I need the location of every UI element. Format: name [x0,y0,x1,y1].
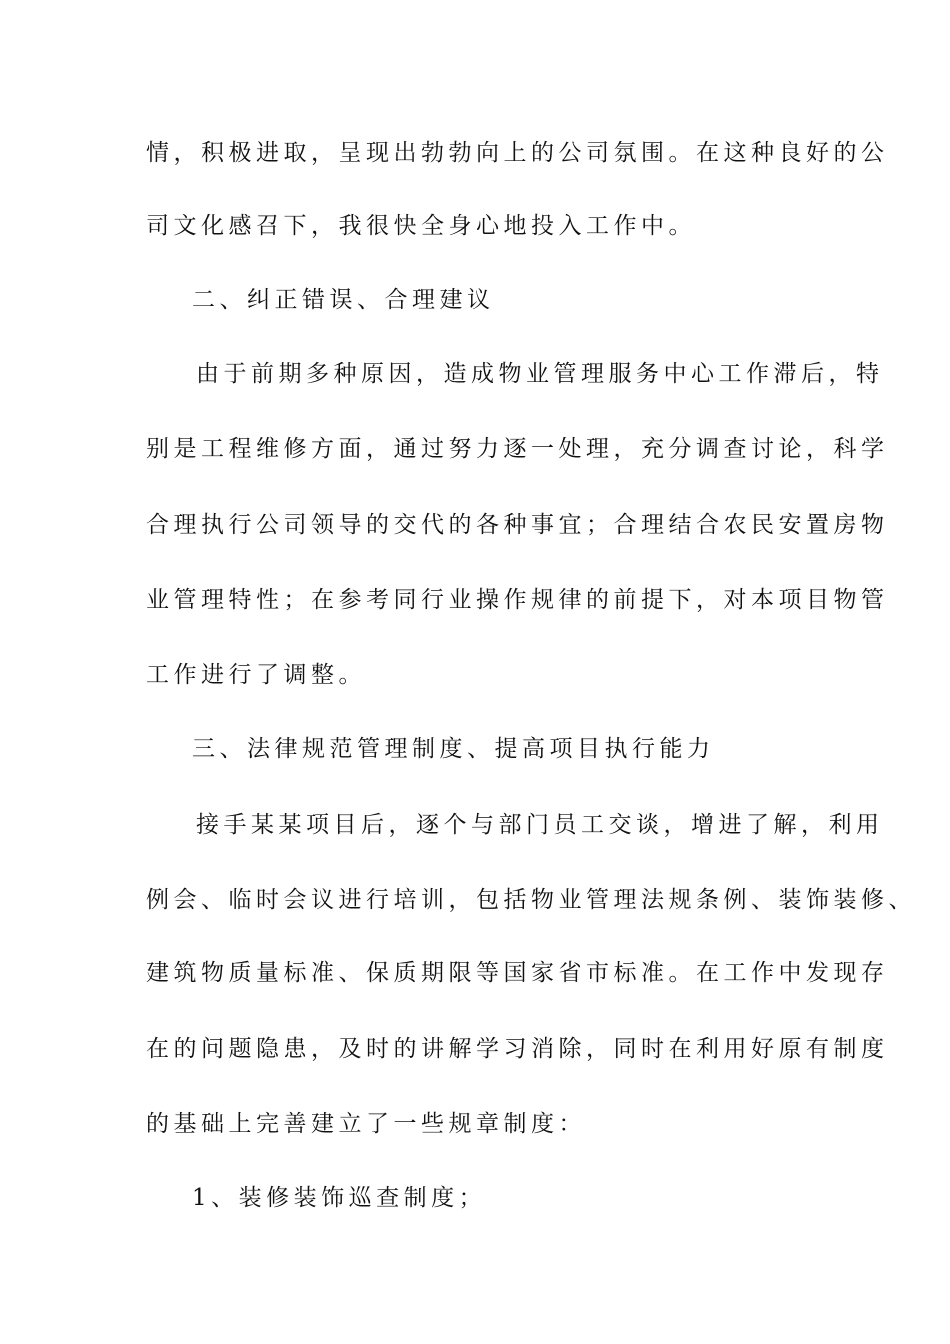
paragraph-line: 的基础上完善建立了一些规章制度： [146,1111,586,1137]
paragraph-line: 建筑物质量标准、保质期限等国家省市标准。在工作中发现存 [146,960,889,986]
paragraph-line: 在的问题隐患，及时的讲解学习消除，同时在利用好原有制度 [146,1036,889,1062]
section-heading: 二、纠正错误、合理建议 [192,287,495,313]
paragraph-line: 接手某某项目后，逐个与部门员工交谈，增进了解，利用 [196,812,884,838]
paragraph-line: 情，积极进取，呈现出勃勃向上的公司氛围。在这种良好的公 [146,140,889,166]
paragraph-line: 司文化感召下，我很快全身心地投入工作中。 [146,213,696,239]
list-item: 1、装修装饰巡查制度； [192,1185,487,1211]
paragraph-line: 工作进行了调整。 [146,662,366,688]
paragraph-line: 业管理特性；在参考同行业操作规律的前提下，对本项目物管 [146,587,889,613]
section-heading: 三、法律规范管理制度、提高项目执行能力 [192,736,715,762]
paragraph-line: 别是工程维修方面，通过努力逐一处理，充分调查讨论，科学 [146,436,889,462]
paragraph-line: 合理执行公司领导的交代的各种事宜；合理结合农民安置房物 [146,512,889,538]
paragraph-line: 由于前期多种原因，造成物业管理服务中心工作滞后，特 [196,361,884,387]
paragraph-line: 例会、临时会议进行培训，包括物业管理法规条例、装饰装修、 [146,887,916,913]
